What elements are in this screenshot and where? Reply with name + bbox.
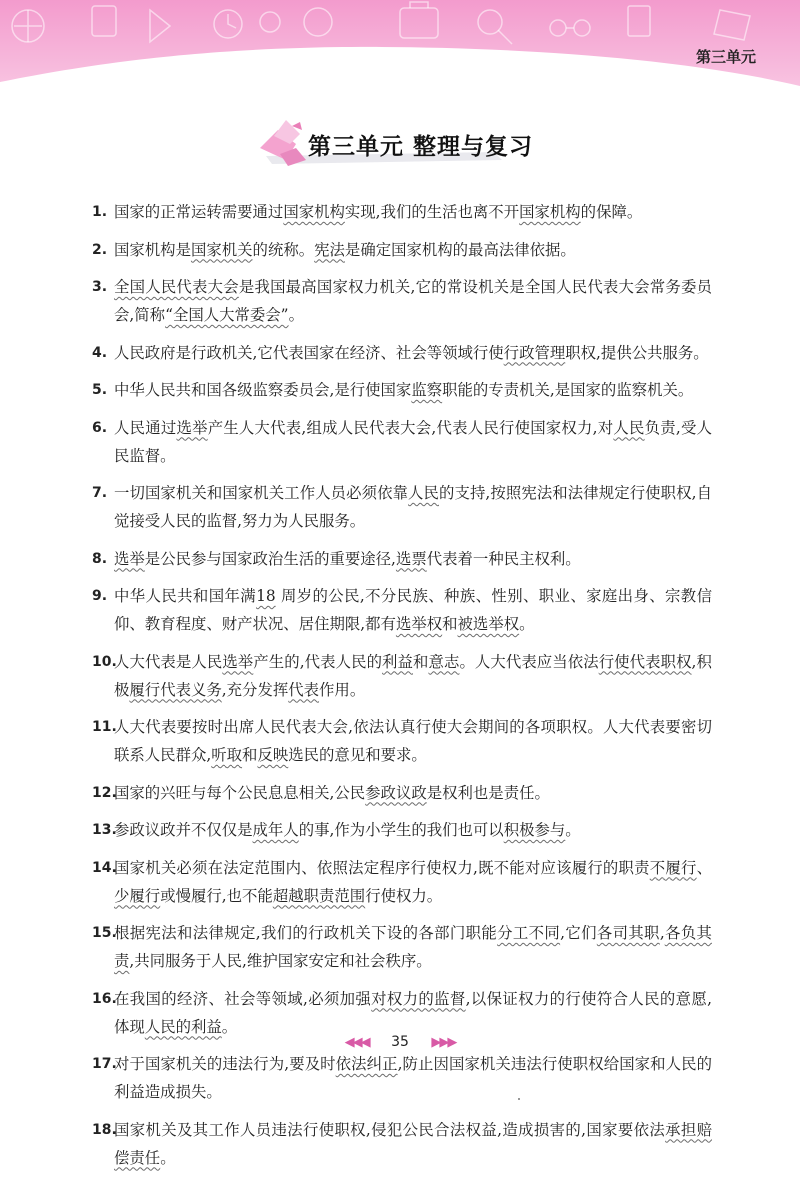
key-term: 监察	[411, 381, 443, 399]
item-number: 9.	[92, 588, 108, 604]
item-number: 11.	[92, 719, 117, 735]
item-text: 国家机关必须在法定范围内、依照法定程序行使权力,既不能对应该履行的职责	[114, 858, 650, 877]
key-term: 积极参与	[503, 821, 566, 839]
item-text: 。	[288, 306, 304, 324]
key-term: 依法纠正	[335, 1055, 398, 1073]
item-text: 产生人大代表,组成人民代表大会,代表人民行使国家权力,对	[207, 418, 614, 437]
list-item	[92, 779, 712, 807]
left-arrows-icon: ◀◀◀	[344, 1035, 369, 1050]
item-text: 国家的正常运转需要通过	[114, 203, 284, 221]
list-item	[92, 376, 712, 404]
stray-dot	[518, 1098, 520, 1100]
item-number: 18.	[92, 1121, 117, 1138]
item-number: 16.	[92, 990, 117, 1007]
item-text: 。人大代表应当依法	[459, 652, 599, 671]
item-text: 参政议政并不仅仅是	[114, 821, 253, 839]
key-term: 国家机构	[283, 203, 345, 221]
item-text: ,积极	[114, 652, 712, 699]
item-text: ,防止因国家机关违法行使职权给国家和人民的利益造成损失。	[114, 1055, 712, 1101]
item-text: 是确定国家机构的最高法律依据。	[344, 240, 576, 259]
key-term: 国家机关	[190, 240, 253, 259]
item-text: 职能的专责机关,是国家的监察机关。	[442, 381, 694, 399]
item-text: 实现,我们的生活也离不开	[344, 203, 520, 221]
key-term: 参政议政	[365, 783, 427, 802]
right-arrows-icon: ▶▶▶	[431, 1035, 456, 1050]
list-item	[92, 273, 712, 329]
item-number: 17.	[92, 1056, 117, 1072]
key-term: 各负其责	[114, 924, 712, 970]
item-text: 国家机关及其工作人员违法行使职权,侵犯公民合法权益,造成损害的,国家要依法	[114, 1120, 666, 1139]
item-text: 或慢履行,也不能	[160, 886, 273, 905]
item-text: ,它们	[560, 924, 597, 942]
key-term: 各司其职	[596, 924, 660, 942]
item-text: 是我国最高国家权力机关,它的常设机关是全国人民代表大会常务委员会,简称	[114, 278, 712, 324]
item-text: 。	[565, 821, 581, 839]
item-text: 作用。	[319, 680, 366, 699]
key-term: 行政管理	[503, 343, 566, 362]
list-item	[92, 198, 712, 226]
key-term: 国家机构	[519, 203, 581, 221]
unit-tag: 第三单元	[695, 48, 756, 66]
item-number: 5.	[92, 382, 108, 398]
item-text: 是权利也是责任。	[426, 783, 550, 802]
item-text: 和	[442, 615, 458, 633]
list-item	[92, 414, 712, 470]
page-title: 第三单元 整理与复习	[308, 134, 534, 160]
item-number: 13.	[92, 822, 117, 838]
item-text: 国家的兴旺与每个公民息息相关,公民	[114, 783, 366, 802]
page-number: 35	[391, 1034, 409, 1050]
key-term: 少履行	[114, 886, 161, 905]
list-item	[92, 339, 712, 367]
list-item	[92, 985, 712, 1041]
item-text: 周岁的公民,不分民族、种族、性别、职业、家庭出身、宗教信仰、教育程度、财产状况、居住期限,都有	[114, 587, 712, 633]
list-item	[92, 816, 712, 844]
item-text: 的统称。	[252, 240, 315, 259]
item-number: 12.	[92, 784, 117, 801]
list-item	[92, 545, 712, 573]
item-text: 人大代表是人民	[114, 652, 223, 671]
key-term: 人民	[613, 418, 645, 437]
item-text: 。	[221, 1017, 238, 1036]
item-text: 和	[413, 652, 429, 671]
list-item	[92, 479, 712, 535]
item-text: 人大代表要按时出席人民代表大会,依法认真行使大会期间的各项职权。人大代表要密切联系人民群众,	[114, 718, 712, 764]
item-text: 是公民参与国家政治生活的重要途径,	[144, 549, 396, 568]
key-term: 宪法	[314, 240, 345, 259]
key-term: 选票	[395, 549, 427, 568]
item-text: ,	[659, 924, 665, 942]
list-item	[92, 919, 712, 975]
list-item	[92, 1050, 712, 1106]
item-text: 的事,作为小学生的我们也可以	[298, 821, 504, 839]
header-band	[0, 0, 800, 92]
item-text: ,以保证权力的行使符合人民的意愿,体现	[114, 989, 712, 1036]
key-term: 利益	[382, 652, 413, 671]
key-term: 全国人民代表大会	[114, 278, 239, 296]
key-term: “全国人大常委会”	[165, 306, 289, 324]
key-term: 行使代表职权	[598, 652, 692, 671]
list-item	[92, 582, 712, 638]
key-term: 成年人	[252, 821, 299, 839]
page-footer	[0, 1034, 800, 1050]
key-term: 听取	[211, 746, 243, 764]
key-term: 不履行	[649, 858, 697, 877]
item-text: 。	[519, 615, 535, 633]
key-term: 选举	[114, 549, 145, 568]
item-text: 负责,受人民监督。	[114, 418, 712, 465]
item-text: 人民政府是行政机关,它代表国家在经济、社会等领域行使	[114, 343, 504, 362]
item-text: 对于国家机关的违法行为,要及时	[114, 1055, 336, 1073]
item-number: 4.	[92, 344, 108, 361]
item-text: 在我国的经济、社会等领域,必须加强	[114, 989, 372, 1008]
item-text: 的支持,按照宪法和法律规定行使职权,自觉接受人民的监督,努力为人民服务。	[114, 484, 712, 530]
item-text: 中华人民共和国各级监察委员会,是行使国家	[114, 381, 412, 399]
key-term: 分工不同	[497, 924, 561, 942]
item-text: 选民的意见和要求。	[288, 746, 427, 764]
item-number: 1.	[92, 204, 108, 220]
item-text: 、	[696, 858, 712, 877]
key-term: 对权力的监督	[371, 989, 466, 1008]
item-number: 2.	[92, 241, 108, 258]
key-term: 意志	[428, 652, 460, 671]
item-number: 15.	[92, 925, 117, 941]
list-item	[92, 236, 712, 264]
item-text: 根据宪法和法律规定,我们的行政机关下设的各部门职能	[114, 924, 498, 942]
item-text: ,充分发挥	[221, 680, 289, 699]
list-item	[92, 648, 712, 704]
item-text: 中华人民共和国年满	[114, 587, 257, 605]
key-term: 超越职责范围	[272, 886, 366, 905]
key-term: 18	[256, 587, 276, 605]
list-item	[92, 1116, 712, 1172]
item-text: 。	[160, 1148, 176, 1167]
key-term: 反映	[257, 746, 289, 764]
key-term: 承担赔偿责任	[114, 1120, 712, 1167]
item-text: 行使权力。	[365, 886, 443, 905]
item-number: 3.	[92, 279, 108, 295]
item-text: 和	[242, 746, 258, 764]
key-term: 人民	[408, 484, 439, 502]
item-number: 14.	[92, 859, 117, 876]
item-text: 国家机构是	[114, 240, 191, 259]
item-text: 的保障。	[580, 203, 643, 221]
list-item	[92, 854, 712, 910]
item-number: 6.	[92, 419, 108, 436]
key-term: 选举	[176, 418, 208, 437]
section-title	[256, 118, 534, 168]
key-term: 人民的利益	[144, 1017, 222, 1036]
key-term: 被选举权	[457, 615, 520, 633]
item-number: 7.	[92, 485, 108, 501]
key-term: 选举权	[395, 615, 443, 633]
header-decoration	[0, 0, 800, 92]
item-text: 职权,提供公共服务。	[565, 343, 709, 362]
key-term: 选举	[222, 652, 254, 671]
key-term: 履行代表义务	[129, 680, 222, 699]
list-item	[92, 713, 712, 769]
item-text: 人民通过	[114, 418, 177, 437]
key-term: 代表	[288, 680, 320, 699]
item-number: 8.	[92, 550, 108, 567]
item-number: 10.	[92, 653, 117, 670]
item-text: 代表着一种民主权利。	[426, 549, 581, 568]
item-text: ,共同服务于人民,维护国家安定和社会秩序。	[129, 952, 432, 970]
item-text: 产生的,代表人民的	[253, 652, 383, 671]
item-text: 一切国家机关和国家机关工作人员必须依靠	[114, 484, 409, 502]
